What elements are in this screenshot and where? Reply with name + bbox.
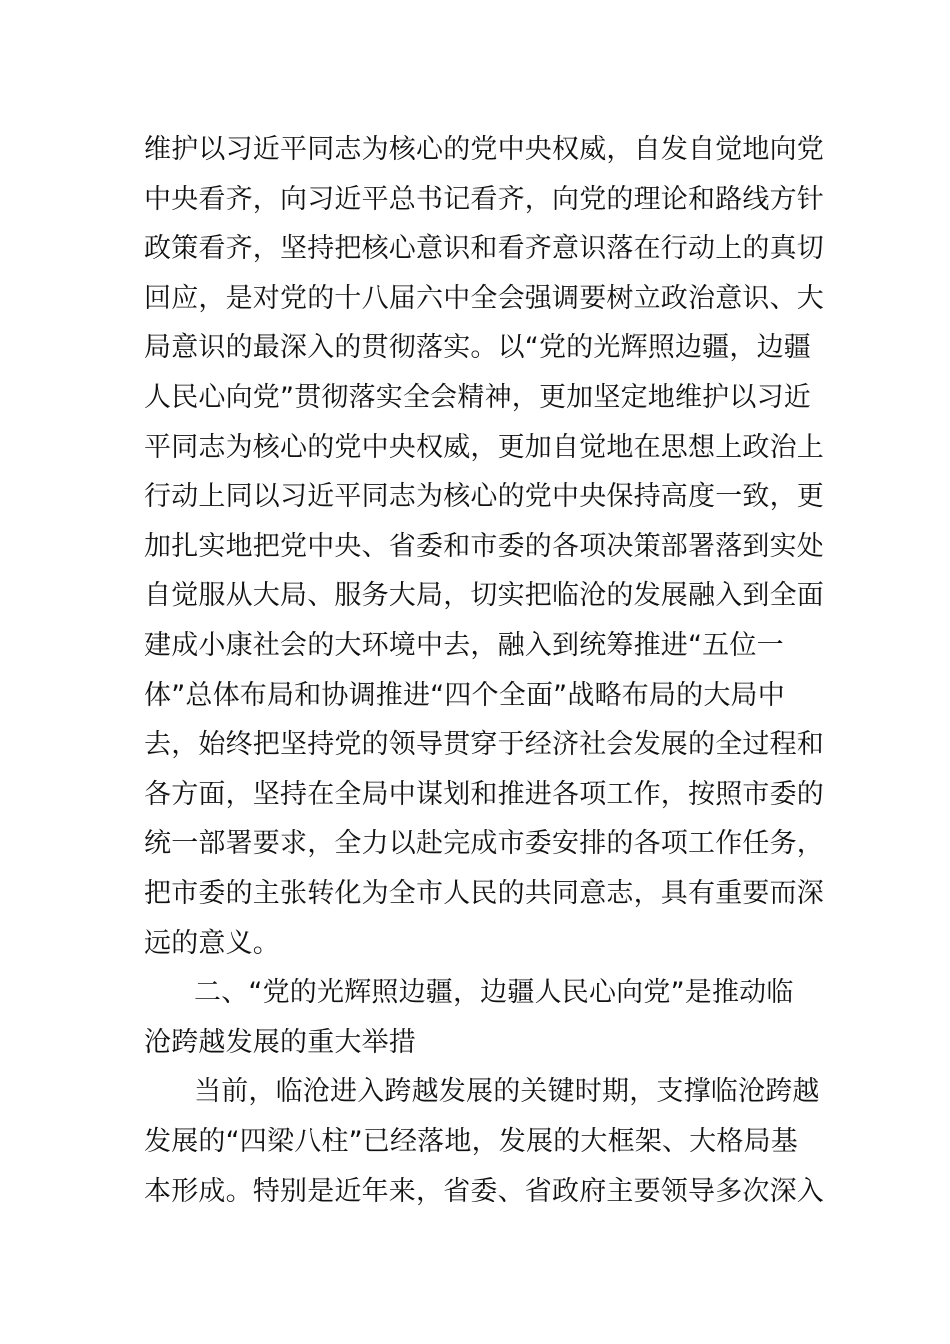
text-line: 体”总体布局和协调推进“四个全面”战略布局的大局中 (144, 680, 785, 711)
text-line: 自觉服从大局、服务大局，切实把临沧的发展融入到全面 (144, 580, 824, 611)
text-line: 当前，临沧进入跨越发展的关键时期，支撑临沧跨越 (194, 1076, 820, 1107)
text-line: 把市委的主张转化为全市人民的共同意志，具有重要而深 (144, 878, 824, 909)
text-line: 本形成。特别是近年来，省委、省政府主要领导多次深入 (144, 1176, 824, 1207)
text-line: 发展的“四梁八柱”已经落地，发展的大框架、大格局基 (144, 1126, 798, 1157)
text-line: 去，始终把坚持党的领导贯穿于经济社会发展的全过程和 (144, 729, 824, 760)
text-line: 人民心向党”贯彻落实全会精神，更加坚定地维护以习近 (144, 382, 811, 413)
text-line: 行动上同以习近平同志为核心的党中央保持高度一致，更 (144, 481, 824, 512)
section-heading-line: 二、“党的光辉照边疆，边疆人民心向党”是推动临 (194, 977, 794, 1008)
text-line: 局意识的最深入的贯彻落实。以“党的光辉照边疆，边疆 (144, 332, 811, 363)
text-line: 各方面，坚持在全局中谋划和推进各项工作，按照市委的 (144, 779, 824, 810)
text-line: 平同志为核心的党中央权威，更加自觉地在思想上政治上 (144, 432, 824, 463)
text-line: 加扎实地把党中央、省委和市委的各项决策部署落到实处 (144, 531, 824, 562)
text-line: 政策看齐，坚持把核心意识和看齐意识落在行动上的真切 (144, 233, 824, 264)
text-line: 远的意义。 (144, 928, 280, 959)
text-line: 中央看齐，向习近平总书记看齐，向党的理论和路线方针 (144, 184, 824, 215)
section-heading-line: 沧跨越发展的重大举措 (144, 1027, 416, 1058)
text-line: 维护以习近平同志为核心的党中央权威，自发自觉地向党 (144, 134, 824, 165)
text-line: 统一部署要求，全力以赴完成市委安排的各项工作任务， (144, 828, 824, 859)
text-line: 建成小康社会的大环境中去，融入到统筹推进“五位一 (144, 630, 784, 661)
text-line: 回应，是对党的十八届六中全会强调要树立政治意识、大 (144, 283, 824, 314)
